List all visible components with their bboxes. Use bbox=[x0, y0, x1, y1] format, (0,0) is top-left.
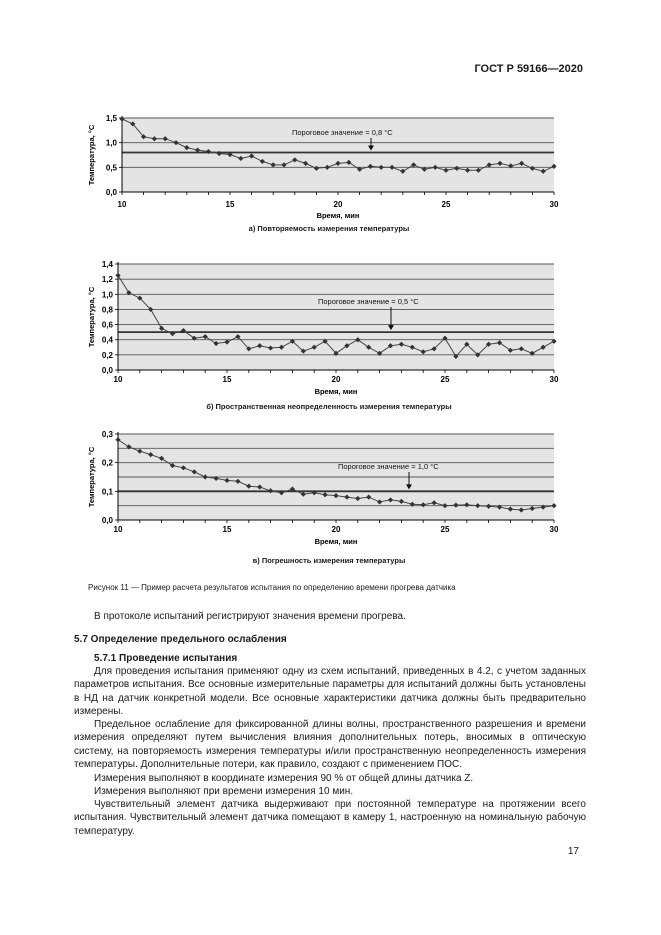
y-tick-label: 0,1 bbox=[101, 487, 113, 497]
x-tick-label: 10 bbox=[113, 525, 123, 534]
y-tick-label: 1,2 bbox=[101, 275, 113, 285]
x-axis-label: Время, мин bbox=[314, 537, 358, 546]
page-number: 17 bbox=[567, 846, 579, 857]
x-tick-label: 15 bbox=[222, 375, 232, 384]
y-tick-label: 0,3 bbox=[101, 430, 113, 439]
y-tick-label: 0,6 bbox=[101, 320, 113, 330]
paragraph-sensor: Чувствительный элемент датчика выдерживают при постоянной температуре на протяжении всего испытания. Чувствительный элемент датчика помещают в камеру 1, настроенную на номинальную рабочую температуру. bbox=[74, 799, 586, 837]
x-axis-label: Время, мин bbox=[314, 387, 358, 396]
y-tick-label: 0,0 bbox=[101, 366, 113, 375]
chart-b bbox=[84, 258, 574, 398]
y-tick-label: 0,8 bbox=[101, 305, 113, 315]
x-tick-label: 25 bbox=[440, 525, 450, 534]
y-tick-label: 1,5 bbox=[105, 114, 117, 123]
x-tick-label: 10 bbox=[117, 200, 127, 209]
x-tick-label: 20 bbox=[333, 200, 343, 209]
paragraph-test-setup: Для проведения испытания применяют одну из схем испытаний, приведенных в 4.2, с учетом заданных параметров испытания. Все основные измерительные параметры для испытаний должны быть установлены в НД на датчик конкретной модели. Все основные характеристики датчика должны быть предварительно измерены. bbox=[74, 666, 586, 718]
y-tick-label: 1,0 bbox=[105, 138, 117, 148]
paragraph-protocol: В протоколе испытаний регистрируют значения времени прогрева. bbox=[94, 611, 406, 622]
y-axis-label: Температура, °С bbox=[87, 446, 96, 508]
x-tick-label: 15 bbox=[222, 525, 232, 534]
paragraph-attenuation: Предельное ослабление для фиксированной длины волны, пространственного разрешения и времени измерения определяют путем вычисления влияния дополнительных потерь, вносимых в оптическую систему, на повторяемость измерения температуры и/или пространственную неопределенность измерения температуры. Дополнительные потери, как правило, создают с применением ПОС. bbox=[74, 719, 586, 771]
section-heading-5-7: 5.7 Определение предельного ослабления bbox=[74, 634, 287, 645]
y-tick-label: 0,2 bbox=[101, 350, 113, 360]
chart-b-svg bbox=[84, 258, 574, 398]
x-axis-label: Время, мин bbox=[316, 211, 360, 220]
threshold-label: Пороговое значение = 0,5 °С bbox=[318, 297, 419, 306]
y-tick-label: 0,4 bbox=[101, 335, 113, 345]
paragraph-coordinate: Измерения выполняют в координате измерения 90 % от общей длины датчика Z. bbox=[94, 773, 474, 784]
x-tick-label: 25 bbox=[441, 200, 451, 209]
chart-a-caption: а) Повторяемость измерения температуры bbox=[248, 224, 410, 233]
chart-a bbox=[84, 110, 574, 228]
x-tick-label: 30 bbox=[549, 525, 559, 534]
y-tick-label: 0,0 bbox=[101, 516, 113, 525]
x-tick-label: 20 bbox=[331, 375, 341, 384]
chart-b-caption: б) Пространственная неопределенность измерения температуры bbox=[206, 402, 452, 411]
x-tick-label: 30 bbox=[549, 375, 559, 384]
threshold-label: Пороговое значение = 1,0 °С bbox=[338, 462, 439, 471]
chart-c-caption: в) Погрешность измерения температуры bbox=[252, 556, 406, 565]
x-tick-label: 15 bbox=[225, 200, 235, 209]
x-tick-label: 30 bbox=[549, 200, 559, 209]
chart-c-svg bbox=[84, 428, 574, 556]
y-tick-label: 1,4 bbox=[101, 260, 113, 269]
chart-c bbox=[84, 428, 574, 556]
threshold-label: Пороговое значение = 0,8 °С bbox=[292, 128, 393, 137]
y-axis-label: Температура, °С bbox=[87, 124, 96, 186]
y-tick-label: 0,5 bbox=[105, 163, 117, 173]
paragraph-time: Измерения выполняют при времени измерения 10 мин. bbox=[94, 786, 354, 797]
y-tick-label: 1,0 bbox=[101, 290, 113, 300]
x-tick-label: 25 bbox=[440, 375, 450, 384]
figure-caption: Рисунок 11 — Пример расчета результатов испытания по определению времени прогрева датчика bbox=[88, 583, 456, 592]
x-tick-label: 10 bbox=[113, 375, 123, 384]
y-tick-label: 0,0 bbox=[105, 188, 117, 197]
y-axis-label: Температура, °С bbox=[87, 286, 96, 348]
chart-a-svg bbox=[84, 110, 574, 228]
x-tick-label: 20 bbox=[331, 525, 341, 534]
y-tick-label: 0,2 bbox=[101, 458, 113, 468]
subsection-heading-5-7-1: 5.7.1 Проведение испытания bbox=[94, 653, 238, 664]
document-header: ГОСТ Р 59166—2020 bbox=[474, 63, 583, 75]
